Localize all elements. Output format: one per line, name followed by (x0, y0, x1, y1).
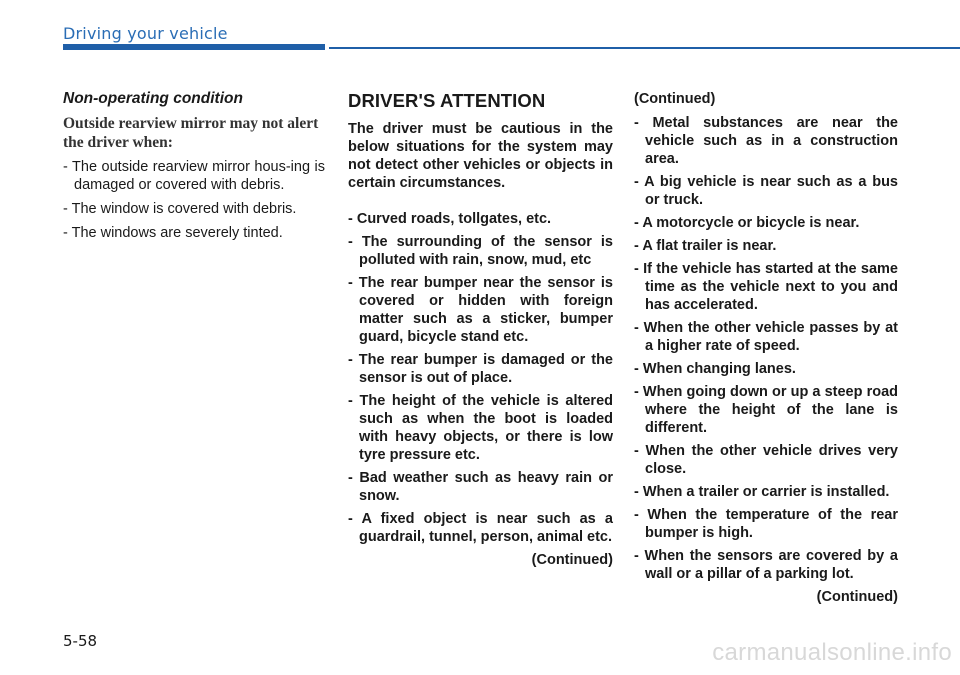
list-item: - A big vehicle is near such as a bus or truck. (634, 174, 898, 208)
list-item: - When the other vehicle drives very close. (634, 443, 898, 477)
page-number: 5-58 (63, 632, 98, 650)
drivers-attention-title: DRIVER'S ATTENTION (348, 90, 546, 111)
header-rule-thin (329, 47, 960, 49)
attention-list-continued (634, 114, 898, 583)
list-item: - The rear bumper near the sensor is covered or hidden with foreign matter such as a sticker, bumper guard, bicycle stand etc. (348, 275, 613, 345)
watermark: carmanualsonline.info (712, 639, 952, 666)
list-item: - Bad weather such as heavy rain or snow. (348, 470, 613, 504)
list-item: - When the temperature of the rear bumper is high. (634, 507, 898, 541)
list-item: - The outside rearview mirror hous-ing is damaged or covered with debris. (63, 159, 325, 193)
continued-heading: (Continued) (634, 91, 716, 107)
left-column (63, 90, 325, 248)
list-item: - The rear bumper is damaged or the sensor is out of place. (348, 352, 613, 386)
list-item: - A flat trailer is near. (634, 238, 777, 254)
continued-label: (Continued) (816, 589, 898, 605)
list-item: - The surrounding of the sensor is polluted with rain, snow, mud, etc (348, 234, 613, 268)
list-item: - When going down or up a steep road where the height of the lane is different. (634, 384, 898, 436)
list-item: - When the other vehicle passes by at a higher rate of speed. (634, 320, 898, 354)
list-item: - When changing lanes. (634, 361, 796, 377)
list-item: - Curved roads, tollgates, etc. (348, 211, 552, 227)
list-item: - A motorcycle or bicycle is near. (634, 215, 860, 231)
list-item: - The window is covered with debris. (63, 201, 297, 217)
list-item: - The height of the vehicle is altered such as when the boot is loaded with heavy objects, or there is low tyre pressure etc. (348, 393, 613, 463)
condition-list (63, 158, 325, 242)
middle-column (348, 90, 613, 569)
list-item: - When the sensors are covered by a wall or a pillar of a parking lot. (634, 548, 898, 582)
section-title: Driving your vehicle (63, 24, 228, 43)
list-item: - Metal substances are near the vehicle such as in a construction area. (634, 115, 898, 167)
list-item: - A fixed object is near such as a guardrail, tunnel, person, animal etc. (348, 511, 613, 545)
list-item: - When a trailer or carrier is installed. (634, 484, 890, 500)
subheading: Non-operating condition (63, 90, 243, 107)
right-column (634, 90, 898, 606)
condition-heading: Outside rearview mirror may not alert the driver when: (63, 115, 319, 151)
header-rule-thick (63, 44, 325, 50)
attention-list (348, 210, 613, 546)
list-item: - If the vehicle has started at the same time as the vehicle next to you and has accelerated. (634, 261, 898, 313)
continued-label: (Continued) (531, 552, 613, 568)
attention-intro: The driver must be cautious in the below situations for the system may not detect other vehicles or objects in certain circumstances. (348, 121, 613, 191)
list-item: - The windows are severely tinted. (63, 225, 283, 241)
